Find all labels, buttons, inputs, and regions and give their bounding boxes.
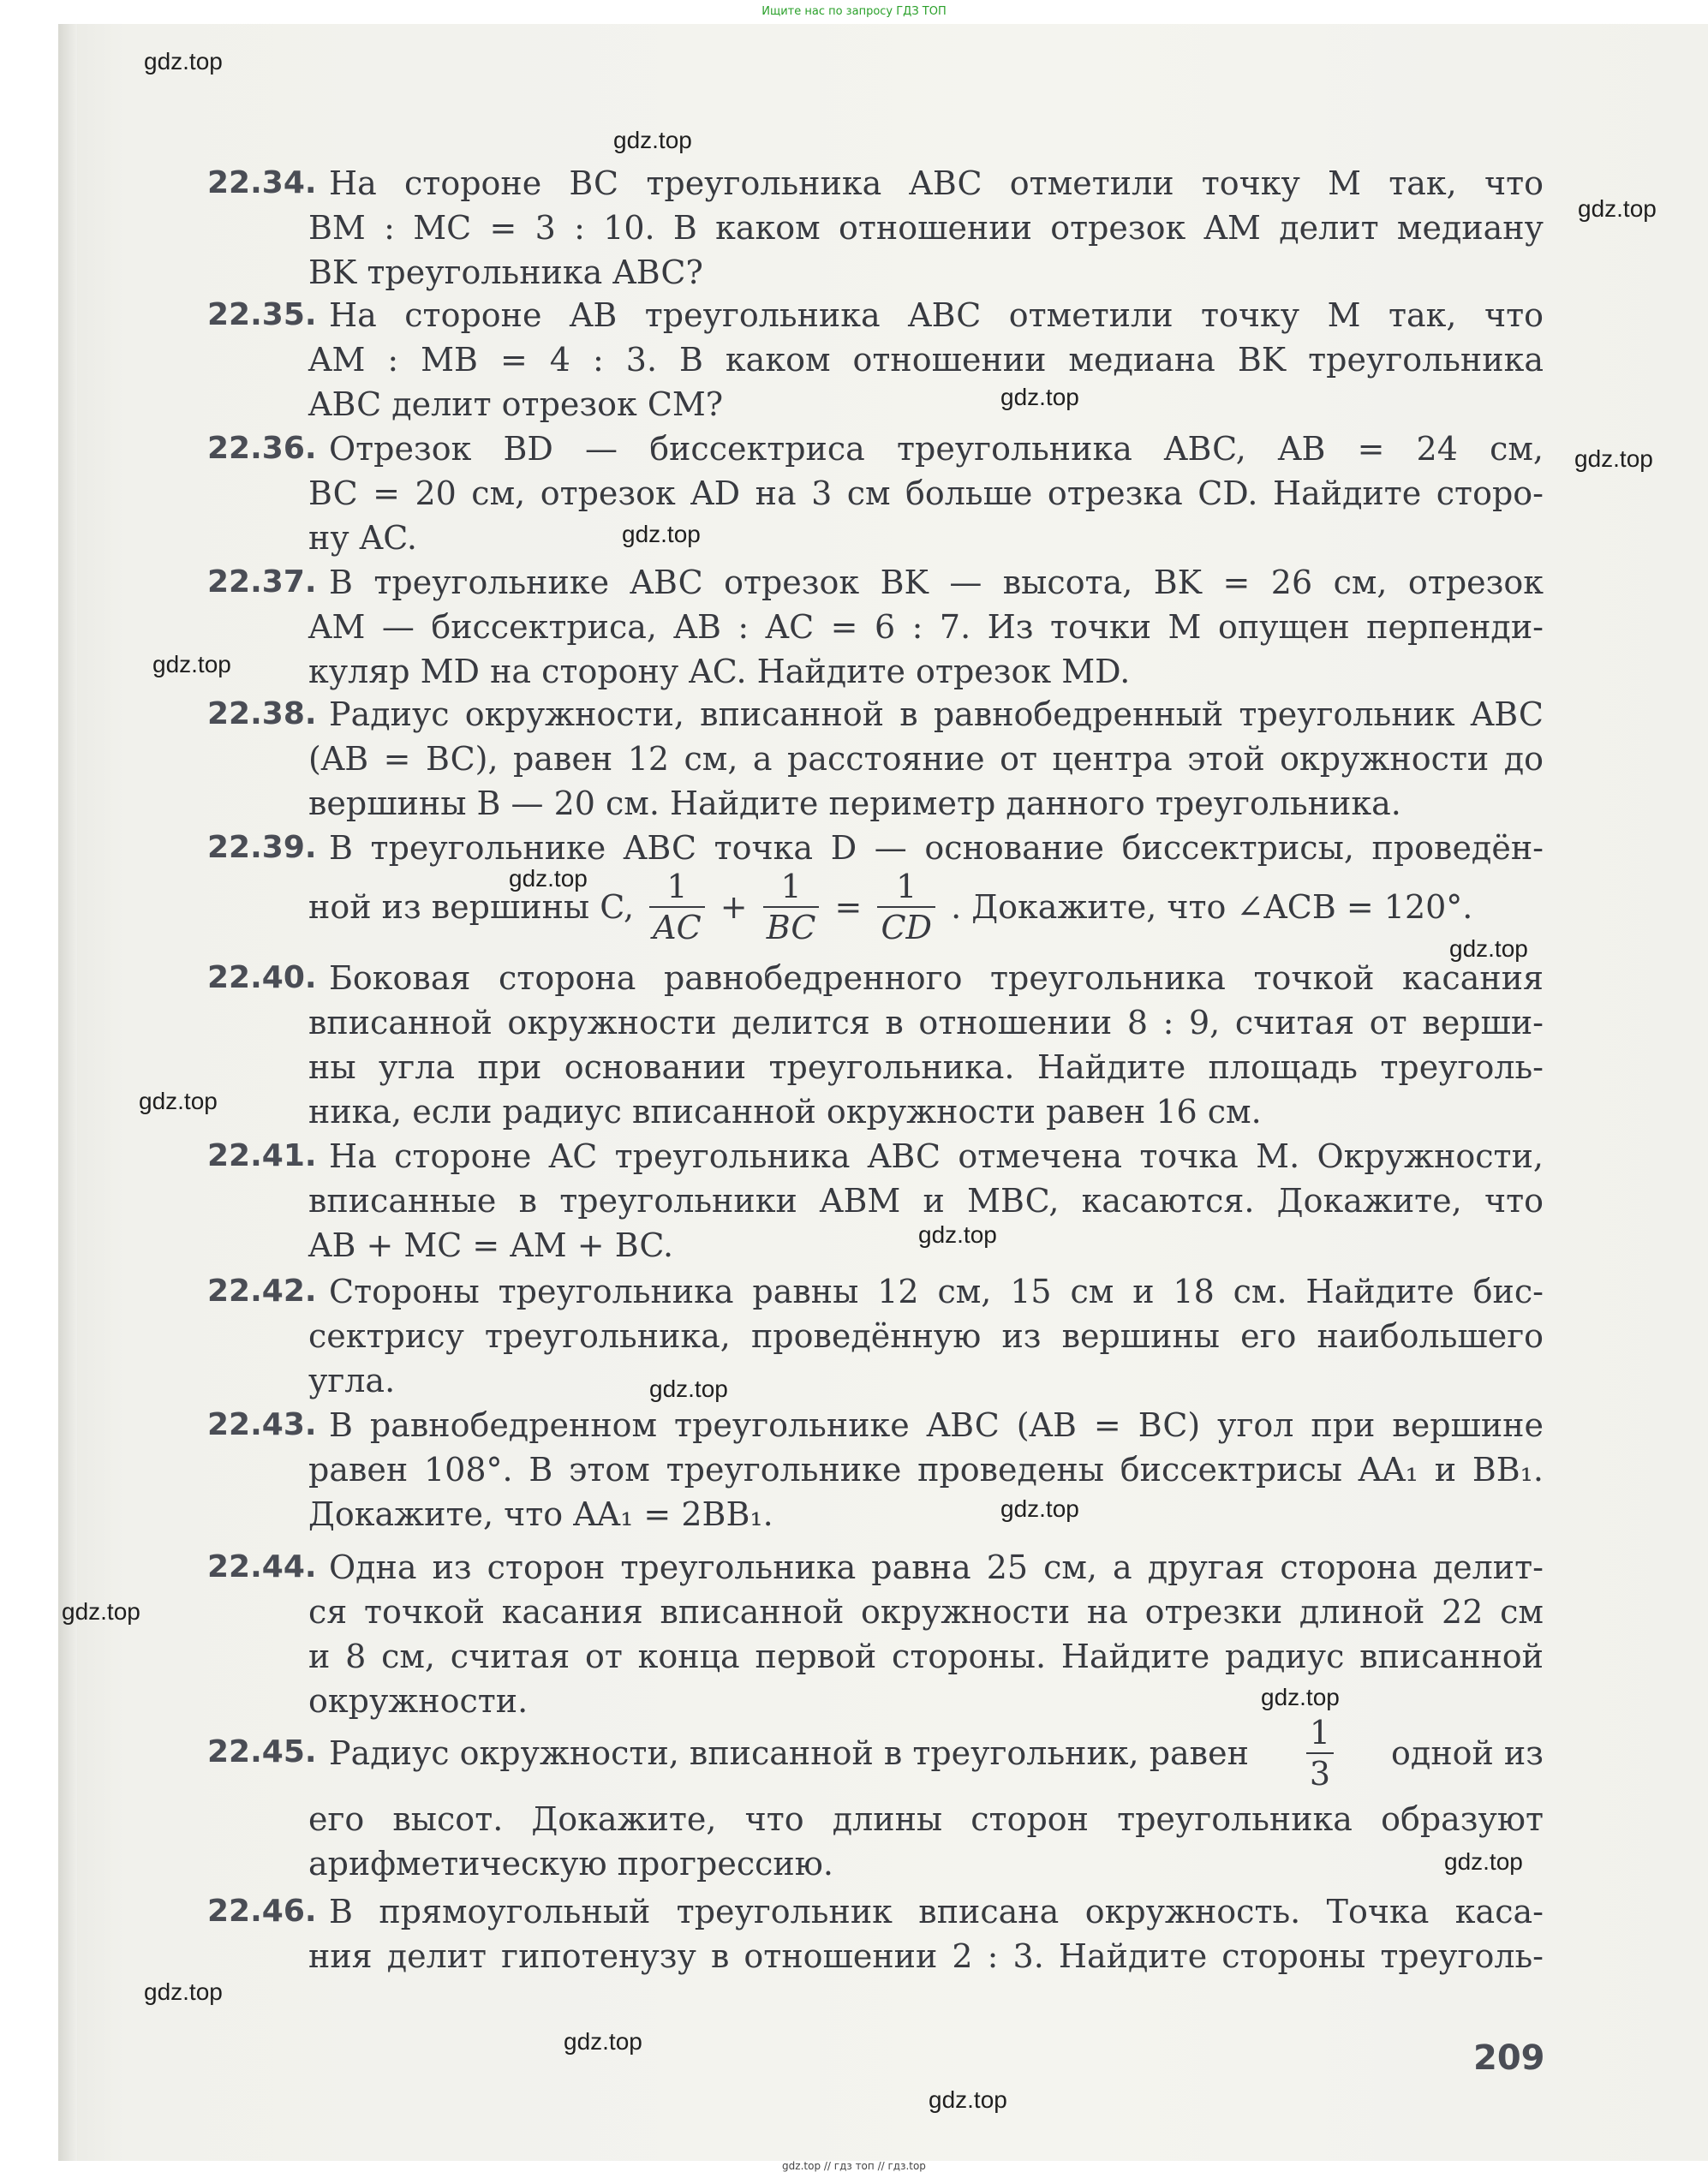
problem-number: 22.40. <box>207 960 317 995</box>
top-banner: Ищите нас по запросу ГДЗ ТОП <box>761 5 947 18</box>
fraction-denominator: CD <box>877 906 935 947</box>
watermark: gdz.top <box>144 48 223 75</box>
problem-number: 22.43. <box>207 1407 317 1442</box>
problem-number: 22.38. <box>207 696 317 731</box>
problem-text-line: На стороне AB треугольника ABC отметили точку M так, что <box>329 296 1544 334</box>
problem-text-line: AM : MB = 4 : 3. В каком отношении медиана BK треугольника <box>308 341 1544 379</box>
watermark: gdz.top <box>1574 445 1653 472</box>
watermark: gdz.top <box>152 651 231 677</box>
watermark: gdz.top <box>62 1598 140 1625</box>
fraction-numerator: 1 <box>780 868 802 905</box>
watermark: gdz.top <box>929 2086 1007 2113</box>
problem-number: 22.36. <box>207 431 317 466</box>
problem-text-line: Радиус окружности, вписанной в равнобедренный треугольник ABC <box>329 695 1544 733</box>
watermark: gdz.top <box>613 127 692 153</box>
problem-text-line: вписанной окружности делится в отношении 8 : 9, считая от верши- <box>308 1004 1544 1041</box>
watermark: gdz.top <box>622 521 701 547</box>
problem-text-line: AB + MC = AM + BC. <box>308 1226 674 1264</box>
watermark: gdz.top <box>1000 1495 1079 1522</box>
fraction-line <box>329 1706 1544 1800</box>
problem-text-line: Одна из сторон треугольника равна 25 см, а другая сторона делит- <box>329 1548 1544 1586</box>
fraction-1-ac <box>649 867 705 947</box>
problem-text-line: Отрезок BD — биссектриса треугольника ABC, AB = 24 см, <box>329 430 1544 468</box>
watermark: gdz.top <box>1449 935 1528 962</box>
problem-text-line: В треугольнике ABC точка D — основание биссектрисы, проведён- <box>329 829 1544 867</box>
problem-text-line: и 8 см, считая от конца первой стороны. Найдите радиус вписанной <box>308 1638 1544 1675</box>
problem-number: 22.39. <box>207 830 317 865</box>
problem-text-line: ника, если радиус вписанной окружности равен 16 см. <box>308 1093 1262 1131</box>
problem-number: 22.41. <box>207 1138 317 1173</box>
problem-text-line: В равнобедренном треугольнике ABC (AB = BC) угол при вершине <box>329 1406 1544 1444</box>
problem-text-line: Стороны треугольника равны 12 см, 15 см и 18 см. Найдите бис- <box>329 1273 1544 1310</box>
plus-sign: + <box>720 888 748 926</box>
problem-number: 22.45. <box>207 1734 317 1769</box>
problem-text-line: Докажите, что AA₁ = 2BB₁. <box>308 1495 773 1533</box>
problem-text-line: BK треугольника ABC? <box>308 254 703 291</box>
fraction-one-third <box>1306 1713 1334 1793</box>
text-fragment: одной из <box>1391 1734 1544 1772</box>
watermark: gdz.top <box>509 865 588 892</box>
problem-number: 22.46. <box>207 1894 317 1929</box>
watermark: gdz.top <box>144 1978 223 2005</box>
problem-number: 22.35. <box>207 297 317 332</box>
text-fragment: ной из вершины C, <box>308 888 635 926</box>
problem-text-line: его высот. Докажите, что длины сторон треугольника образуют <box>308 1800 1544 1838</box>
fraction-numerator: 1 <box>896 868 917 905</box>
watermark: gdz.top <box>1444 1848 1523 1875</box>
bottom-banner: gdz.top // гдз топ // гдз.top <box>782 2160 926 2172</box>
text-fragment: Радиус окружности, вписанной в треугольник, равен <box>329 1734 1249 1772</box>
watermark: gdz.top <box>564 2028 642 2055</box>
problem-text-line: BC = 20 см, отрезок AD на 3 см больше отрезка CD. Найдите сторо- <box>308 474 1544 512</box>
fraction-line <box>308 867 1472 961</box>
equals-sign: = <box>834 888 863 926</box>
fraction-denominator: AC <box>649 906 705 947</box>
watermark: gdz.top <box>1000 384 1079 410</box>
problem-text-line: угла. <box>308 1362 396 1399</box>
problem-number: 22.37. <box>207 564 317 600</box>
problem-number: 22.42. <box>207 1274 317 1309</box>
problem-text-line: Боковая сторона равнобедренного треугольника точкой касания <box>329 959 1544 997</box>
problem-text-line: ны угла при основании треугольника. Найдите площадь треуголь- <box>308 1048 1544 1086</box>
fraction-denominator: BC <box>763 906 820 947</box>
problem-text-line: (AB = BC), равен 12 см, а расстояние от центра этой окружности до <box>308 740 1544 778</box>
fraction-1-bc <box>763 867 820 947</box>
fraction-numerator: 1 <box>666 868 688 905</box>
watermark: gdz.top <box>649 1375 728 1402</box>
fraction-numerator: 1 <box>1309 1714 1331 1751</box>
page-number: 209 <box>1473 2038 1545 2078</box>
problem-text-line: ния делит гипотенузу в отношении 2 : 3. Найдите стороны треуголь- <box>308 1937 1544 1975</box>
problem-text-line: окружности. <box>308 1682 529 1720</box>
watermark: gdz.top <box>1261 1684 1340 1710</box>
problem-text-line: В треугольнике ABC отрезок BK — высота, BK = 26 см, отрезок <box>329 564 1544 601</box>
problem-text-line: ну AC. <box>308 519 418 557</box>
problem-text-line: В прямоугольный треугольник вписана окружность. Точка каса- <box>329 1893 1544 1930</box>
problem-text-line: вписанные в треугольники ABM и MBC, касаются. Докажите, что <box>308 1182 1544 1220</box>
problem-text-line: AM — биссектриса, AB : AC = 6 : 7. Из точки M опущен перпенди- <box>308 608 1544 646</box>
problem-text-line: На стороне AC треугольника ABC отмечена точка M. Окружности, <box>329 1137 1544 1175</box>
problem-text-line: BM : MC = 3 : 10. В каком отношении отрезок AM делит медиану <box>308 209 1544 247</box>
problem-text-line: На стороне BC треугольника ABC отметили точку M так, что <box>329 164 1544 202</box>
watermark: gdz.top <box>139 1088 218 1114</box>
problem-number: 22.34. <box>207 165 317 200</box>
problem-text-line: куляр MD на сторону AC. Найдите отрезок MD. <box>308 653 1131 690</box>
problem-text-line: равен 108°. В этом треугольнике проведены биссектрисы AA₁ и BB₁. <box>308 1451 1544 1489</box>
problem-text-line: ся точкой касания вписанной окружности на отрезки длиной 22 см <box>308 1593 1544 1631</box>
fraction-1-cd <box>877 867 935 947</box>
fraction-denominator: 3 <box>1306 1752 1334 1793</box>
text-fragment: . Докажите, что ∠ACB = 120°. <box>951 888 1473 926</box>
problem-text-line: вершины B — 20 см. Найдите периметр данного треугольника. <box>308 785 1401 822</box>
problem-number: 22.44. <box>207 1549 317 1584</box>
problem-text-line: сектрису треугольника, проведённую из вершины его наибольшего <box>308 1317 1544 1355</box>
watermark: gdz.top <box>918 1221 997 1248</box>
problem-text-line: арифметическую прогрессию. <box>308 1845 833 1883</box>
watermark: gdz.top <box>1578 195 1657 222</box>
page-spine-shadow <box>58 24 77 2161</box>
problem-text-line: ABC делит отрезок CM? <box>308 385 724 423</box>
